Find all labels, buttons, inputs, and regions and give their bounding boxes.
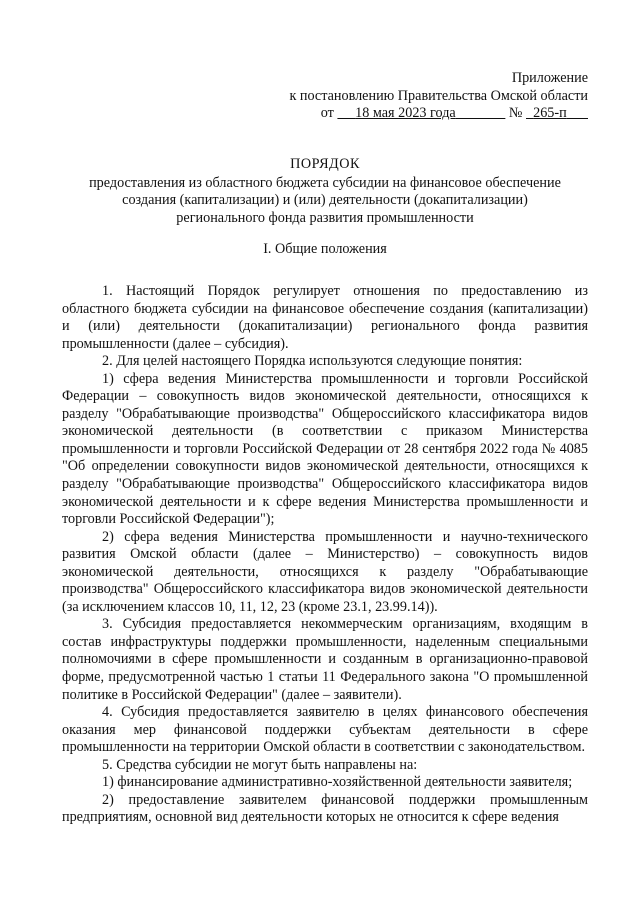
resolution-date: 18 мая 2023 года [355,105,456,121]
paragraph: 2. Для целей настоящего Порядка используются следующие понятия: [102,353,523,370]
paragraph: 2) сфера ведения Министерства промышленности и научно-технического развития Омской области (далее – Министерство) – совокупность видов экономической деятельности, относящихся к разделу "Обрабатывающие производства" Общероссийского классификатора видов экономической деятельности (за исключением классов 10, 11, 12, 23 (кроме 23.1, 23.99.14)). [62,528,588,615]
title-line-2: создания (капитализации) и (или) деятельности (докапитализации) [122,192,528,208]
paragraph: 1) финансирование административно-хозяйственной деятельности заявителя; [102,774,573,791]
from-label: от [320,105,334,121]
document-title [62,156,588,227]
title-main: ПОРЯДОК [290,156,360,172]
annex-date-number-line [258,105,588,123]
title-line-3: регионального фонда развития промышленности [176,209,474,226]
annex-header [258,70,588,123]
resolution-number: 265-п [533,105,567,121]
paragraph: 4. Субсидия предоставляется заявителю в целях финансового обеспечения оказания мер финансовой поддержки субъектам деятельности в сфере промышленности на территории Омской области в соответствии с законодательством. [62,704,588,756]
paragraph: 5. Средства субсидии не могут быть направлены на: [102,756,418,773]
paragraph: 3. Субсидия предоставляется некоммерческим организациям, входящим в состав инфраструктуры поддержки промышленности, наделенным специальными полномочиями в сфере промышленности и созданным в организационно-правовой форме, предусмотренной частью 1 статьи 11 Федерального закона "О промышленной политике в Российской Федерации" (далее – заявители). [62,616,588,703]
paragraph: 2) предоставление заявителем финансовой поддержки промышленным предприятиям, основной вид деятельности которых не относится к сфере ведения [62,791,588,826]
document-body [62,283,588,827]
annex-resolution-line: к постановлению Правительства Омской области [289,87,588,104]
title-line-1: предоставления из областного бюджета субсидии на финансовое обеспечение [89,174,561,191]
section-heading: I. Общие положения [263,241,387,257]
number-label: № [508,105,523,121]
annex-label: Приложение [511,70,588,86]
paragraph: 1) сфера ведения Министерства промышленности и торговли Российской Федерации – совокупность видов экономической деятельности, относящихся к разделу "Обрабатывающие производства" Общероссийского классификатора видов экономической деятельности (в соответствии с приказом Министерства промышленности и торговли Российской Федерации от 28 сентября 2022 года № 4085 "Об определении совокупности видов экономической деятельности, относящихся к разделу "Обрабатывающие производства" Общероссийского классификатора видов экономической деятельности и к сфере ведения Министерства промышленности и торговли Российской Федерации"); [62,370,588,528]
paragraph: 1. Настоящий Порядок регулирует отношения по предоставлению из областного бюджета субсидии на финансовое обеспечение создания (капитализации) и (или) деятельности (докапитализации) регионального фонда развития промышленности (далее – субсидия). [62,283,588,352]
